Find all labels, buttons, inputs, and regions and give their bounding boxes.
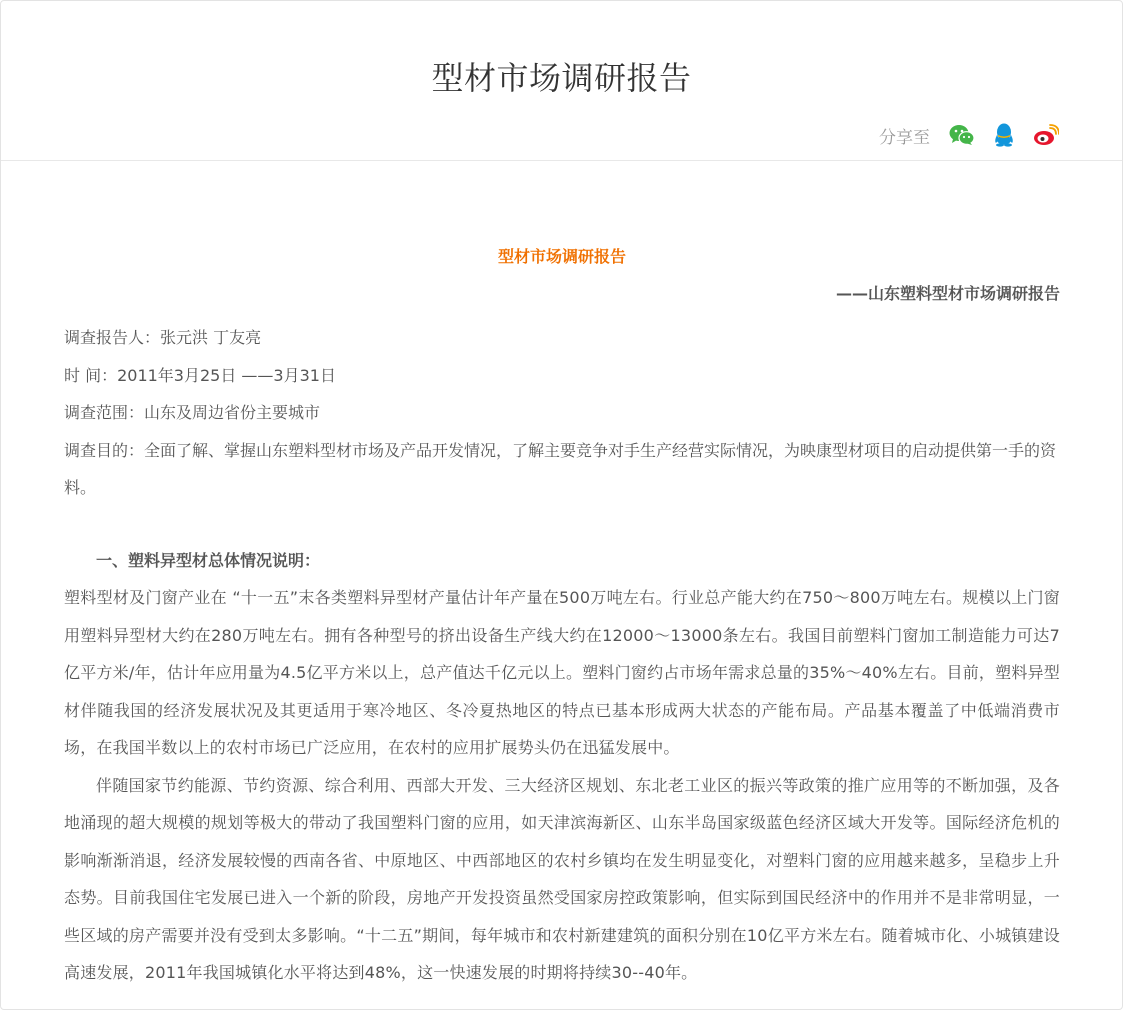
paragraph: 塑料型材及门窗产业在 “十一五”末各类塑料异型材产量估计年产量在500万吨左右。行业总产能大约在750～800万吨左右。规模以上门窗用塑料异型材大约在280万吨左右。拥有各种型号的挤出设备生产线大约在12000～13000条左右。我国目前塑料门窗加工制造能力可达7亿平方米/年，估计年应用量为4.5亿平方米以上，总产值达千亿元以上。塑料门窗约占市场年需求总量的35%～40%左右。目前，塑料异型材伴随我国的经济发展状况及其更适用于寒冷地区、冬冷夏热地区的特点已基本形成两大状态的产能布局。产品基本覆盖了中低端消费市场，在我国半数以上的农村市场已广泛应用，在农村的应用扩展势头仍在迅猛发展中。	[64, 588, 1060, 757]
scope-line: 调查范围：山东及周边省份主要城市	[64, 403, 321, 422]
share-bar	[879, 121, 1060, 149]
page-title: 型材市场调研报告	[431, 59, 692, 97]
report-meta	[64, 319, 1060, 507]
paragraph: 伴随国家节约能源、节约资源、综合利用、西部大开发、三大经济区规划、东北老工业区的振兴等政策的推广应用等的不断加强，及各地涌现的超大规模的规划等极大的带动了我国塑料门窗的应用，如天津滨海新区、山东半岛国家级蓝色经济区域大开发等。国际经济危机的影响渐渐消退，经济发展较慢的西南各省、中原地区、中西部地区的农村乡镇均在发生明显变化，对塑料门窗的应用越来越多，呈稳步上升态势。目前我国住宅发展已进入一个新的阶段，房地产开发投资虽然受国家房控政策影响，但实际到国民经济中的作用并不是非常明显，一些区域的房产需要并没有受到太多影响。“十二五”期间，每年城市和农村新建建筑的面积分别在10亿平方米左右。随着城市化、小城镇建设高速发展，2011年我国城镇化水平将达到48%，这一快速发展的时期将持续30--40年。	[64, 775, 1060, 982]
document-title: 型材市场调研报告	[497, 247, 626, 266]
document-subtitle: ——山东塑料型材市场调研报告	[835, 284, 1060, 303]
reporter-line: 调查报告人：张元洪 丁友亮	[64, 328, 262, 347]
wechat-icon[interactable]	[948, 121, 976, 149]
section-heading: 一、塑料异型材总体情况说明：	[96, 550, 321, 570]
time-line: 时 间：2011年3月25日 ——3月31日	[64, 365, 336, 385]
share-label: 分享至	[879, 127, 930, 148]
weibo-icon[interactable]	[1032, 121, 1060, 149]
article-header	[1, 1, 1122, 161]
qq-icon[interactable]	[990, 121, 1018, 149]
purpose-line: 调查目的：全面了解、掌握山东塑料型材市场及产品开发情况，了解主要竞争对手生产经营实际情况，为映康型材项目的启动提供第一手的资料。	[64, 440, 1057, 497]
article-body	[64, 245, 1060, 992]
